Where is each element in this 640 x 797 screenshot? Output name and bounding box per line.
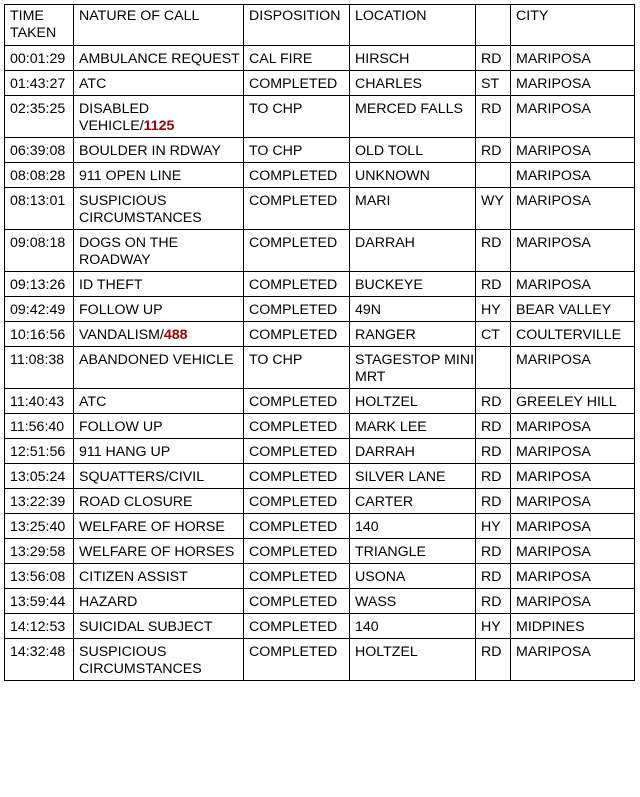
cell-city-text: COULTERVILLE [516,327,622,343]
cell-disposition [244,539,350,564]
table-row [5,539,635,564]
table-row [5,347,635,389]
cell-city [511,539,635,564]
cell-disposition-text: COMPLETED [249,519,338,535]
cell-nature-text: SUSPICIOUS CIRCUMSTANCES [79,193,202,226]
cell-location [350,464,476,489]
cell-nature-text: ROAD CLOSURE [79,494,193,510]
cell-time [5,46,74,71]
cell-time [5,564,74,589]
call-log-table [4,4,635,681]
cell-suffix-text: WY [481,193,504,209]
cell-disposition-text: COMPLETED [249,569,338,585]
cell-nature-text: FOLLOW UP [79,302,163,318]
cell-location-text: USONA [355,569,406,585]
cell-city-text: MARIPOSA [516,101,591,117]
cell-disposition-text: TO CHP [249,101,303,117]
cell-location-text: HOLTZEL [355,394,418,410]
cell-nature [74,297,244,322]
table-row [5,389,635,414]
cell-time-text: 10:16:56 [10,327,66,343]
cell-city [511,188,635,230]
cell-city-text: GREELEY HILL [516,394,617,410]
cell-disposition [244,46,350,71]
cell-suffix [476,188,511,230]
table-row [5,614,635,639]
cell-city-text: MARIPOSA [516,569,591,585]
cell-time-text: 09:08:18 [10,235,66,251]
cell-nature [74,46,244,71]
cell-time [5,639,74,681]
cell-suffix [476,539,511,564]
cell-disposition [244,464,350,489]
cell-suffix-text: RD [481,277,502,293]
cell-disposition-text: COMPLETED [249,644,338,660]
cell-city-text: MARIPOSA [516,519,591,535]
table-row [5,188,635,230]
header-row [5,5,635,46]
cell-location-text: BUCKEYE [355,277,423,293]
cell-disposition [244,514,350,539]
cell-city-text: MARIPOSA [516,235,591,251]
cell-nature [74,96,244,138]
header-nature: NATURE OF CALL [74,5,244,46]
cell-time-text: 14:32:48 [10,644,66,660]
cell-location [350,639,476,681]
cell-disposition [244,414,350,439]
cell-suffix [476,589,511,614]
cell-location [350,414,476,439]
cell-city [511,614,635,639]
cell-nature [74,589,244,614]
cell-time-text: 12:51:56 [10,444,66,460]
cell-city [511,464,635,489]
cell-nature-text: CITIZEN ASSIST [79,569,188,585]
cell-time-text: 13:29:58 [10,544,66,560]
cell-time [5,347,74,389]
cell-nature-text: SUICIDAL SUBJECT [79,619,213,635]
cell-disposition-text: COMPLETED [249,444,338,460]
table-row [5,96,635,138]
cell-nature [74,138,244,163]
cell-time [5,138,74,163]
cell-nature-text: FOLLOW UP [79,419,163,435]
cell-suffix-text: RD [481,419,502,435]
header-disposition: DISPOSITION [244,5,350,46]
cell-time-text: 11:08:38 [10,352,65,368]
table-row [5,639,635,681]
cell-city-text: MARIPOSA [516,76,591,92]
cell-city [511,389,635,414]
cell-suffix-text: RD [481,494,502,510]
cell-location [350,489,476,514]
cell-suffix-text: RD [481,594,502,610]
cell-suffix [476,389,511,414]
header-city: CITY [511,5,635,46]
cell-suffix [476,639,511,681]
cell-city [511,414,635,439]
cell-suffix [476,464,511,489]
cell-city-text: MARIPOSA [516,494,591,510]
cell-time [5,464,74,489]
cell-nature [74,272,244,297]
cell-disposition-text: COMPLETED [249,302,338,318]
cell-disposition [244,272,350,297]
cell-location [350,589,476,614]
cell-location-text: MARI [355,193,391,209]
cell-nature-text: ID THEFT [79,277,143,293]
cell-location [350,96,476,138]
table-row [5,138,635,163]
cell-location-text: SILVER LANE [355,469,446,485]
cell-city-text: MARIPOSA [516,544,591,560]
header-suffix [476,5,511,46]
cell-nature-text: HAZARD [79,594,138,610]
cell-city [511,514,635,539]
table-row [5,564,635,589]
cell-suffix [476,96,511,138]
cell-time [5,539,74,564]
table-row [5,46,635,71]
cell-suffix-text: RD [481,469,502,485]
cell-suffix-text: RD [481,569,502,585]
cell-time-text: 09:13:26 [10,277,66,293]
cell-location-text: HOLTZEL [355,644,418,660]
cell-suffix [476,230,511,272]
cell-time-text: 11:40:43 [10,394,65,410]
cell-suffix-text: HY [481,519,501,535]
cell-disposition [244,71,350,96]
cell-city-text: MARIPOSA [516,143,591,159]
cell-disposition-text: COMPLETED [249,394,338,410]
cell-time-text: 09:42:49 [10,302,66,318]
header-location: LOCATION [350,5,476,46]
cell-location [350,188,476,230]
cell-location [350,514,476,539]
cell-disposition-text: COMPLETED [249,277,338,293]
cell-time [5,489,74,514]
cell-suffix-text: RD [481,444,502,460]
cell-nature [74,347,244,389]
cell-suffix-text: RD [481,394,502,410]
cell-suffix-text: RD [481,235,502,251]
cell-suffix-text: RD [481,544,502,560]
cell-suffix [476,163,511,188]
cell-disposition-text: COMPLETED [249,168,338,184]
cell-city-text: MARIPOSA [516,444,591,460]
cell-disposition-text: COMPLETED [249,469,338,485]
cell-location-text: 140 [355,619,379,635]
cell-location [350,272,476,297]
cell-location [350,347,476,389]
cell-nature-text: 911 OPEN LINE [79,168,182,184]
cell-suffix [476,71,511,96]
cell-city [511,322,635,347]
cell-city [511,564,635,589]
table-row [5,163,635,188]
cell-city [511,589,635,614]
cell-time-text: 11:56:40 [10,419,65,435]
cell-nature [74,614,244,639]
cell-nature [74,439,244,464]
cell-nature [74,230,244,272]
cell-city [511,347,635,389]
cell-disposition-text: CAL FIRE [249,51,313,67]
cell-time [5,322,74,347]
cell-city-text: BEAR VALLEY [516,302,612,318]
cell-city-text: MARIPOSA [516,51,591,67]
cell-location [350,230,476,272]
cell-time-text: 13:59:44 [10,594,66,610]
cell-disposition-text: COMPLETED [249,594,338,610]
table-row [5,272,635,297]
cell-time-text: 14:12:53 [10,619,66,635]
cell-time [5,297,74,322]
cell-nature [74,188,244,230]
cell-city [511,96,635,138]
cell-nature-text: DISABLED VEHICLE/ [79,101,150,134]
cell-disposition-text: COMPLETED [249,419,338,435]
cell-disposition [244,188,350,230]
cell-nature [74,322,244,347]
cell-nature-text: VANDALISM/ [79,327,164,343]
cell-disposition [244,322,350,347]
cell-location-text: CARTER [355,494,414,510]
cell-nature-text: ATC [79,394,107,410]
cell-suffix-text: CT [481,327,500,343]
cell-city-text: MARIPOSA [516,644,591,660]
cell-time-text: 00:01:29 [10,51,66,67]
cell-location [350,163,476,188]
cell-time [5,414,74,439]
cell-suffix [476,489,511,514]
cell-location-text: UNKNOWN [355,168,430,184]
cell-suffix-text: RD [481,143,502,159]
table-row [5,414,635,439]
cell-time [5,514,74,539]
cell-time [5,71,74,96]
cell-suffix-text: RD [481,51,502,67]
cell-time [5,439,74,464]
cell-disposition [244,489,350,514]
cell-city-text: MIDPINES [516,619,585,635]
cell-city [511,163,635,188]
cell-time [5,230,74,272]
cell-suffix-text: HY [481,619,501,635]
cell-nature [74,489,244,514]
cell-disposition-text: COMPLETED [249,235,338,251]
cell-nature [74,564,244,589]
cell-disposition [244,138,350,163]
cell-time-text: 01:43:27 [10,76,66,92]
cell-city-text: MARIPOSA [516,419,591,435]
cell-time-text: 08:13:01 [10,193,66,209]
cell-location-text: DARRAH [355,235,415,251]
cell-disposition-text: COMPLETED [249,327,338,343]
cell-location-text: MERCED FALLS [355,101,464,117]
cell-location [350,564,476,589]
cell-nature [74,414,244,439]
cell-nature-text: ABANDONED VEHICLE [79,352,234,368]
cell-nature-text: AMBULANCE REQUEST [79,51,240,67]
cell-location-text: HIRSCH [355,51,410,67]
cell-location-text: 140 [355,519,379,535]
cell-nature-text: SUSPICIOUS CIRCUMSTANCES [79,644,202,677]
cell-nature [74,464,244,489]
cell-disposition [244,639,350,681]
cell-time [5,589,74,614]
cell-location-text: 49N [355,302,382,318]
cell-time [5,96,74,138]
cell-city [511,639,635,681]
cell-suffix [476,46,511,71]
incident-code: 488 [163,327,188,343]
cell-location [350,138,476,163]
cell-location [350,322,476,347]
table-row [5,464,635,489]
cell-disposition-text: COMPLETED [249,76,338,92]
cell-disposition-text: COMPLETED [249,619,338,635]
table-row [5,514,635,539]
cell-suffix-text: RD [481,644,502,660]
cell-location [350,614,476,639]
table-row [5,439,635,464]
cell-time [5,163,74,188]
cell-city-text: MARIPOSA [516,352,591,368]
cell-disposition [244,230,350,272]
cell-location-text: STAGESTOP MINI MRT [355,352,475,385]
cell-suffix [476,272,511,297]
cell-city-text: MARIPOSA [516,193,591,209]
cell-location [350,439,476,464]
cell-time-text: 13:56:08 [10,569,66,585]
cell-suffix [476,414,511,439]
cell-location-text: MARK LEE [355,419,427,435]
cell-suffix [476,514,511,539]
cell-time-text: 13:25:40 [10,519,66,535]
cell-disposition [244,297,350,322]
cell-location [350,71,476,96]
cell-nature-text: WELFARE OF HORSES [79,544,235,560]
cell-nature-text: BOULDER IN RDWAY [79,143,221,159]
table-row [5,489,635,514]
cell-nature-text: DOGS ON THE ROADWAY [79,235,179,268]
cell-disposition-text: TO CHP [249,143,303,159]
table-row [5,297,635,322]
cell-time-text: 13:22:39 [10,494,66,510]
cell-city [511,71,635,96]
cell-city [511,138,635,163]
cell-time [5,389,74,414]
cell-suffix [476,614,511,639]
cell-disposition [244,347,350,389]
cell-city-text: MARIPOSA [516,277,591,293]
cell-city [511,230,635,272]
cell-disposition [244,564,350,589]
cell-city [511,46,635,71]
cell-location-text: DARRAH [355,444,415,460]
cell-location-text: WASS [355,594,397,610]
cell-location [350,389,476,414]
cell-nature [74,389,244,414]
cell-suffix-text: ST [481,76,500,92]
cell-location-text: CHARLES [355,76,423,92]
cell-location [350,297,476,322]
cell-location-text: TRIANGLE [355,544,426,560]
cell-location [350,46,476,71]
cell-nature-text: ATC [79,76,107,92]
cell-suffix-text: HY [481,302,501,318]
cell-time-text: 02:35:25 [10,101,66,117]
cell-suffix [476,297,511,322]
cell-location [350,539,476,564]
table-row [5,322,635,347]
cell-disposition-text: COMPLETED [249,193,338,209]
cell-disposition [244,614,350,639]
cell-suffix [476,439,511,464]
cell-location-text: RANGER [355,327,416,343]
cell-city [511,439,635,464]
cell-time-text: 13:05:24 [10,469,66,485]
table-row [5,230,635,272]
cell-disposition-text: COMPLETED [249,494,338,510]
cell-nature-text: WELFARE OF HORSE [79,519,225,535]
table-row [5,71,635,96]
cell-disposition [244,439,350,464]
header-time: TIME TAKEN [5,5,74,46]
cell-time [5,614,74,639]
cell-disposition [244,163,350,188]
cell-disposition-text: TO CHP [249,352,303,368]
cell-city [511,272,635,297]
cell-city-text: MARIPOSA [516,594,591,610]
cell-nature [74,514,244,539]
incident-code: 1125 [143,118,175,134]
cell-disposition [244,96,350,138]
cell-nature [74,71,244,96]
cell-disposition [244,589,350,614]
cell-nature [74,639,244,681]
cell-time-text: 08:08:28 [10,168,66,184]
cell-time [5,272,74,297]
table-row [5,589,635,614]
cell-suffix [476,322,511,347]
cell-disposition-text: COMPLETED [249,544,338,560]
cell-time [5,188,74,230]
cell-city [511,297,635,322]
cell-city [511,489,635,514]
cell-city-text: MARIPOSA [516,168,591,184]
cell-suffix [476,347,511,389]
cell-nature-text: 911 HANG UP [79,444,171,460]
cell-nature-text: SQUATTERS/CIVIL [79,469,205,485]
cell-location-text: OLD TOLL [355,143,424,159]
cell-nature [74,539,244,564]
cell-suffix [476,138,511,163]
cell-suffix-text: RD [481,101,502,117]
cell-time-text: 06:39:08 [10,143,66,159]
cell-nature [74,163,244,188]
cell-suffix [476,564,511,589]
cell-city-text: MARIPOSA [516,469,591,485]
call-log-body [5,5,635,681]
cell-disposition [244,389,350,414]
